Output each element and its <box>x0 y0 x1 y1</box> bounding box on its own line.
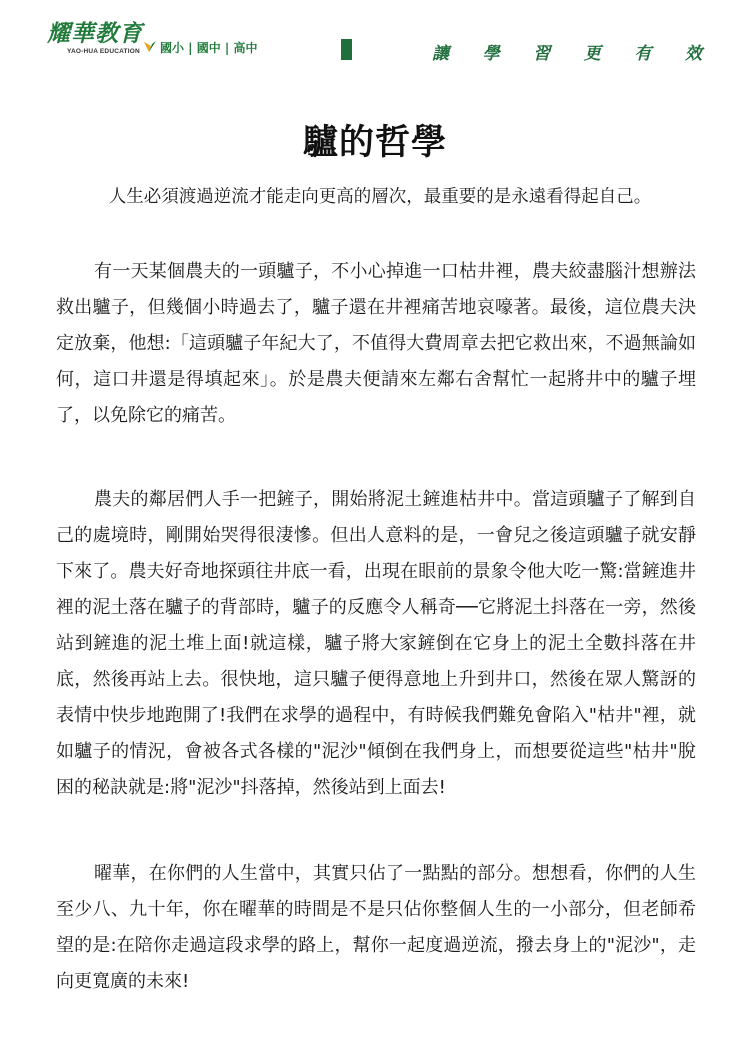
slogan-char: 效 <box>684 44 702 64</box>
body-paragraph: 曜華，在你們的人生當中，其實只佔了一點點的部分。想想看，你們的人生至少八、九十年，你在曜華的時間是不是只佔你整個人生的一小部分，但老師希望的是:在陪你走過這段求學的路上，幫你一起度過逆流，撥去身上的"泥沙"，走向更寬廣的未來! <box>56 863 696 992</box>
slogan-char: 讓 <box>432 44 449 64</box>
document-title: 驢的哲學 <box>302 123 447 163</box>
header-divider-bar <box>341 39 352 60</box>
body-paragraph: 有一天某個農夫的一頭驢子，不小心掉進一口枯井裡，農夫絞盡腦汁想辦法救出驢子，但幾個小時過去了，驢子還在井裡痛苦地哀嚎著。最後，這位農夫決定放棄，他想:「這頭驢子年紀大了，不值得大費周章去把它救出來，不過無論如何，這口井還是得填起來」。於是農夫便請來左鄰右舍幫忙一起將井中的驢子埋了，以免除它的痛苦。 <box>56 261 696 426</box>
logo-wordmark: 耀華教育 <box>47 20 143 47</box>
logo-english-name: YAO-HUA EDUCATION <box>67 48 140 55</box>
brand-logo[interactable] <box>47 20 277 62</box>
slogan-char: 更 <box>583 44 601 64</box>
slogan-char: 習 <box>533 44 551 64</box>
school-levels: 國小 | 國中 | 高中 <box>160 41 258 55</box>
logo-leaf-icon <box>143 40 157 54</box>
body-paragraph: 農夫的鄰居們人手一把鏟子，開始將泥土鏟進枯井中。當這頭驢子了解到自己的處境時，剛開始哭得很淒慘。但出人意料的是，一會兒之後這頭驢子就安靜下來了。農夫好奇地探頭往井底一看，出現在眼前的景象令他大吃一驚:當鏟進井裡的泥土落在驢子的背部時，驢子的反應令人稱奇──它將泥土抖落在一旁，然後站到鏟進的泥土堆上面!就這樣，驢子將大家鏟倒在它身上的泥土全數抖落在井底，然後再站上去。很快地，這只驢子便得意地上升到井口，然後在眾人驚訝的表情中快步地跑開了!我們在求學的過程中，有時候我們難免會陷入"枯井"裡，就如驢子的情況，會被各式各樣的"泥沙"傾倒在我們身上，而想要從這些"枯井"脫困的秘訣就是:將"泥沙"抖落掉，然後站到上面去! <box>56 489 696 798</box>
page-header <box>0 0 750 80</box>
document-subtitle: 人生必須渡過逆流才能走向更高的層次，最重要的是永遠看得起自己。 <box>108 187 652 207</box>
slogan <box>432 39 702 64</box>
document-body <box>56 254 696 1034</box>
slogan-char: 有 <box>634 44 652 64</box>
slogan-char: 學 <box>482 44 500 64</box>
